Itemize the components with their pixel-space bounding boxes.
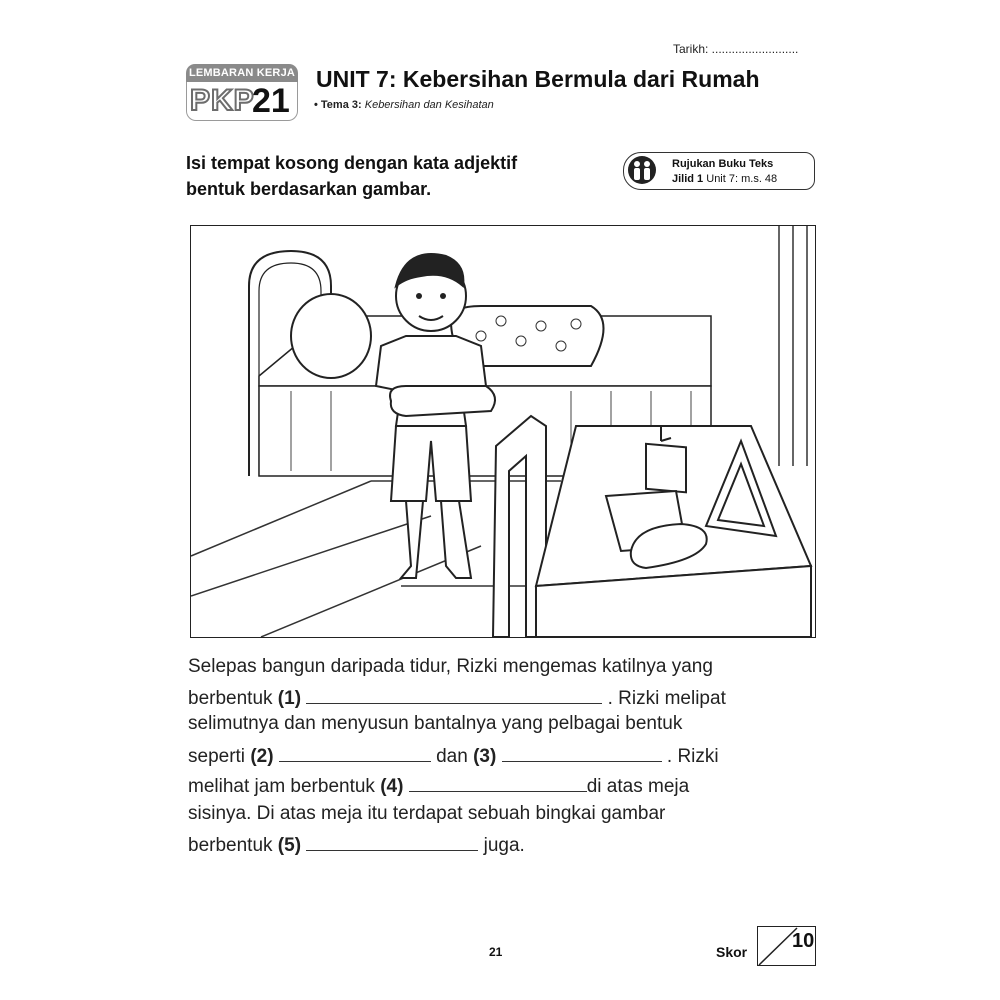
blank-3-field[interactable] xyxy=(502,745,662,762)
passage-line-6: sisinya. Di atas meja itu terdapat sebuah bingkai gambar xyxy=(188,803,666,824)
theme-value: Kebersihan dan Kesihatan xyxy=(364,99,494,111)
passage-line-5 xyxy=(188,775,808,798)
blank-2-field[interactable] xyxy=(279,745,431,762)
page-number: 21 xyxy=(489,945,503,959)
passage-text: . Rizki xyxy=(666,746,719,767)
score-total: 10 xyxy=(792,930,815,952)
passage-line-4 xyxy=(188,745,808,768)
instruction xyxy=(186,150,546,202)
badge-number: 21 xyxy=(252,82,290,120)
reference-unit: Unit 7: m.s. 48 xyxy=(706,173,778,185)
blank-3-number: (3) xyxy=(473,746,497,767)
passage-text: berbentuk xyxy=(188,688,273,709)
blank-1-number: (1) xyxy=(277,688,302,709)
worksheet-badge-label: LEMBARAN KERJA xyxy=(186,64,298,82)
blank-1-field[interactable] xyxy=(306,687,602,704)
passage-line-2 xyxy=(188,687,808,710)
badge-code: PKP xyxy=(190,84,255,117)
passage-text: . Rizki melipat xyxy=(607,688,726,709)
passage-text: di atas meja xyxy=(586,776,690,797)
passage-text: juga. xyxy=(483,835,525,856)
score-label: Skor xyxy=(716,944,748,960)
blank-4-number: (4) xyxy=(380,776,404,797)
blank-5-field[interactable] xyxy=(306,834,478,851)
blank-4-field[interactable] xyxy=(409,775,587,792)
bedroom-illustration xyxy=(190,225,816,638)
blank-5-number: (5) xyxy=(277,835,302,856)
theme-line xyxy=(314,99,494,111)
date-label: Tarikh: .......................... xyxy=(673,42,799,56)
reference-jilid: Jilid 1 xyxy=(672,173,704,185)
passage-text: seperti xyxy=(188,746,246,767)
passage-line-3: selimutnya dan menyusun bantalnya yang pelbagai bentuk xyxy=(188,713,683,734)
instruction-line-1: Isi tempat kosong dengan kata adjektif xyxy=(186,153,518,173)
passage-text: berbentuk xyxy=(188,835,273,856)
instruction-line-2: bentuk berdasarkan gambar. xyxy=(186,179,432,199)
theme-label: • Tema 3: xyxy=(314,99,362,111)
passage-text: melihat jam berbentuk xyxy=(188,776,375,797)
passage-line-1: Selepas bangun daripada tidur, Rizki mengemas katilnya yang xyxy=(188,656,713,677)
people-icon xyxy=(627,155,667,185)
reference-title: Rujukan Buku Teks xyxy=(672,158,774,170)
passage-line-7 xyxy=(188,834,808,857)
passage-text: dan xyxy=(436,746,468,767)
unit-title: UNIT 7: Kebersihan Bermula dari Rumah xyxy=(316,66,760,92)
reference-detail xyxy=(672,173,777,185)
blank-2-number: (2) xyxy=(250,746,274,767)
bedroom-scene-icon xyxy=(191,226,815,637)
